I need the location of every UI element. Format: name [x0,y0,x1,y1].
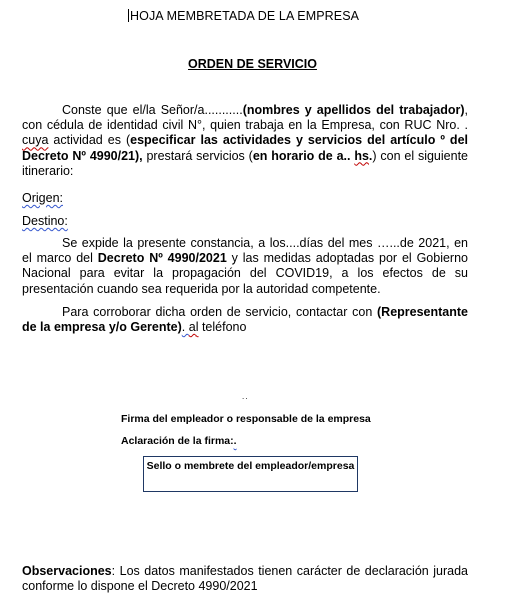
worker-name-placeholder: (nombres y apellidos del trabajador) [242,103,465,117]
stamp-box: Sello o membrete del empleador/empresa [143,456,358,492]
activity-placeholder: especificar las actividades y servicios del artículo º del Decreto Nº 4990/21), [22,133,468,163]
contact-paragraph: Para corroborar dicha orden de servicio, contactar con (Representante de la empresa y/o Gerente). al teléfono [22,305,468,335]
letterhead: HOJA MEMBRETADA DE LA EMPRESA [130,9,360,23]
document-title: ORDEN DE SERVICIO [188,57,317,71]
decree-reference: Decreto Nº 4990/2021 [97,251,227,266]
schedule-placeholder: en horario de a.. hs. [252,148,373,163]
intro-paragraph: Conste que el/la Señor/a...........(nombres y apellidos del trabajador), con cédula de identidad civil N°, quien trabaja en la Empresa, con RUC Nro. . cuya actividad es (especificar las actividades y servicios del artículo º del Decreto Nº 4990/21), prestará servicios (en horario de a.. hs.) con el siguiente itinerario: [22,103,469,178]
observations-label: Observaciones [22,564,112,578]
text-cursor [128,9,129,22]
origin-field: Origen: [22,191,63,205]
representative-placeholder: (Representante de la empresa y/o Gerente) [22,305,468,335]
signature-clarification-label: Aclaración de la firma:. [121,435,237,447]
signature-label: Firma del empleador o responsable de la empresa [121,413,371,425]
signature-line-marker: .. [242,392,249,401]
spellcheck-word: cuya [22,133,49,148]
issuance-paragraph: Se expide la presente constancia, a los....días del mes …...de 2021, en el marco del Decreto Nº 4990/2021 y las medidas adoptadas por el Gobierno Nacional para evitar la propagación del COVID19, a los efectos de su presentación cuando sea requerida por la autoridad competente. [22,236,468,296]
observations-paragraph: Observaciones: Los datos manifestados tienen carácter de declaración jurada conforme lo dispone el Decreto 4990/2021 [22,564,468,594]
destination-field: Destino: [22,214,68,228]
